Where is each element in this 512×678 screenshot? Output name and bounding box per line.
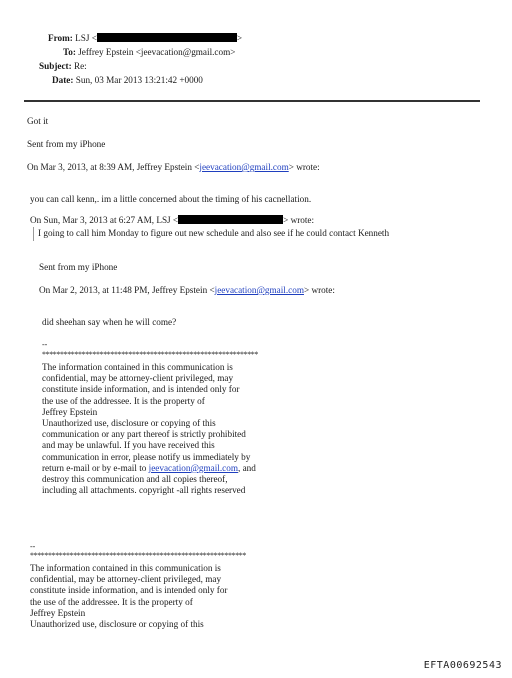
disclaimer-line: Jeffrey Epstein — [42, 406, 98, 417]
attribution-line-1 — [27, 162, 320, 173]
disclaimer-line: communication in error, please notify us immediately by — [42, 451, 251, 462]
disclaimer-text: , and — [237, 462, 256, 473]
disclaimer-line: confidential, may be attorney-client privileged, may — [42, 373, 234, 384]
subject-label: Subject: — [39, 61, 72, 71]
header-divider — [24, 100, 480, 102]
star-separator: ************************************************************ — [42, 350, 259, 359]
disclaimer-line: The information contained in this communication is — [30, 563, 221, 573]
from-end: > — [236, 33, 243, 43]
attribution-line-3 — [39, 285, 335, 296]
disclaimer-line: Unauthorized use, disclosure or copying of this — [42, 418, 216, 429]
subject-value: Re: — [73, 61, 87, 71]
date-label: Date: — [52, 75, 74, 85]
disclaimer-line: Unauthorized use, disclosure or copying of this — [30, 619, 204, 630]
disclaimer-line: and may be unlawful. If you have received this — [42, 440, 215, 451]
disclaimer-line: communication or any part thereof is strictly prohibited — [42, 429, 246, 440]
date-value: Sun, 03 Mar 2013 13:21:42 +0000 — [75, 75, 203, 85]
disclaimer-line: confidential, may be attorney-client privileged, may — [30, 574, 222, 585]
attribution-text: On Sun, Mar 3, 2013 at 6:27 AM, LSJ < — [30, 215, 179, 225]
subject-row — [39, 61, 87, 72]
signature-text-2: Sent from my iPhone — [39, 262, 118, 272]
to-row — [63, 47, 235, 58]
to-value: Jeffrey Epstein <jeevacation@gmail.com> — [78, 47, 236, 57]
attribution-text: > wrote: — [288, 162, 320, 172]
disclaimer-line: destroy this communication and all copies thereof, — [42, 474, 228, 485]
disclaimer-text: return e-mail or by e-mail to — [42, 462, 149, 473]
disclaimer-line: constitute inside information, and is intended only for — [42, 384, 240, 395]
date-row — [52, 75, 203, 86]
redaction-box — [97, 33, 237, 42]
signature-separator: -- — [42, 340, 48, 349]
disclaimer-line: the use of the addressee. It is the property of — [42, 395, 205, 406]
disclaimer-line: constitute inside information, and is intended only for — [30, 585, 228, 596]
message-1: you can call kenn,. im a little concerned about the timing of his cacnellation. — [30, 194, 312, 204]
message-3: did sheehan say when he will come? — [42, 317, 177, 327]
to-label: To: — [63, 47, 76, 57]
disclaimer-line: The information contained in this communication is — [42, 362, 233, 372]
attribution-text: On Mar 2, 2013, at 11:48 PM, Jeffrey Epstein < — [39, 285, 215, 295]
email-link[interactable]: jeevacation@gmail.com — [214, 285, 304, 295]
star-separator: ************************************************************ — [30, 551, 247, 560]
disclaimer-line: Jeffrey Epstein — [30, 607, 86, 618]
email-link[interactable]: jeevacation@gmail.com — [148, 462, 238, 473]
message-2: I going to call him Monday to figure out new schedule and also see if he could contact Kenneth — [38, 228, 390, 238]
disclaimer-block-1 — [42, 362, 256, 496]
attribution-text: > wrote: — [303, 285, 335, 295]
attribution-line-2 — [30, 215, 314, 226]
disclaimer-line: the use of the addressee. It is the property of — [30, 596, 193, 607]
redaction-box — [178, 215, 283, 224]
attribution-text: > wrote: — [283, 215, 315, 225]
disclaimer-line — [42, 463, 256, 474]
reply-text: Got it — [27, 116, 49, 126]
email-link[interactable]: jeevacation@gmail.com — [199, 162, 289, 172]
quote-bar — [33, 227, 34, 241]
disclaimer-block-2 — [30, 563, 228, 630]
disclaimer-line: including all attachments. copyright -all rights reserved — [42, 485, 246, 496]
from-row — [48, 33, 242, 44]
attribution-text: On Mar 3, 2013, at 8:39 AM, Jeffrey Epstein < — [27, 162, 200, 172]
from-label: From: — [48, 33, 73, 43]
from-value: LSJ < — [75, 33, 97, 43]
signature-text: Sent from my iPhone — [27, 139, 106, 149]
bates-number: EFTA00692543 — [423, 660, 502, 671]
signature-separator: -- — [30, 542, 36, 551]
